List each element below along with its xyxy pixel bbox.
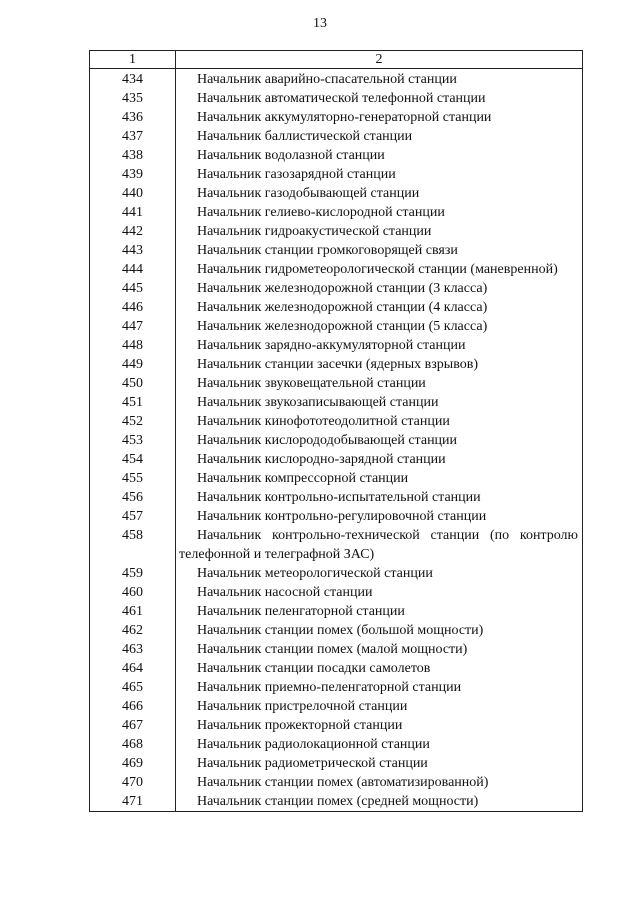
position-title: Начальник станции помех (автоматизированной) [176, 773, 583, 792]
position-title: Начальник аварийно-спасательной станции [176, 69, 583, 90]
row-number: 469 [90, 754, 176, 773]
position-title: Начальник зарядно-аккумуляторной станции [176, 336, 583, 355]
row-number: 465 [90, 678, 176, 697]
table-row [90, 336, 583, 355]
table-row [90, 241, 583, 260]
table-row [90, 659, 583, 678]
table-row [90, 450, 583, 469]
position-title: Начальник компрессорной станции [176, 469, 583, 488]
row-number: 448 [90, 336, 176, 355]
table-body [90, 69, 583, 812]
position-title: Начальник насосной станции [176, 583, 583, 602]
table-row [90, 754, 583, 773]
position-title: Начальник контрольно-технической станции (по контролю телефонной и телеграфной ЗАС) [176, 526, 583, 564]
position-title: Начальник кинофототеодолитной станции [176, 412, 583, 431]
row-number: 468 [90, 735, 176, 754]
row-number: 460 [90, 583, 176, 602]
position-title: Начальник станции посадки самолетов [176, 659, 583, 678]
row-number: 458 [90, 526, 176, 564]
position-title: Начальник железнодорожной станции (5 класса) [176, 317, 583, 336]
position-title: Начальник газодобывающей станции [176, 184, 583, 203]
table-row [90, 469, 583, 488]
position-title: Начальник звуковещательной станции [176, 374, 583, 393]
position-title: Начальник станции засечки (ядерных взрывов) [176, 355, 583, 374]
row-number: 466 [90, 697, 176, 716]
table-row [90, 374, 583, 393]
row-number: 442 [90, 222, 176, 241]
table-row [90, 203, 583, 222]
table-row [90, 488, 583, 507]
table-row [90, 735, 583, 754]
position-title: Начальник водолазной станции [176, 146, 583, 165]
position-title: Начальник прожекторной станции [176, 716, 583, 735]
table-row [90, 222, 583, 241]
table-row [90, 355, 583, 374]
table-row [90, 69, 583, 90]
position-title: Начальник гидрометеорологической станции (маневренной) [176, 260, 583, 279]
row-number: 446 [90, 298, 176, 317]
position-title: Начальник баллистической станции [176, 127, 583, 146]
table-row [90, 412, 583, 431]
position-title: Начальник радиолокационной станции [176, 735, 583, 754]
row-number: 438 [90, 146, 176, 165]
position-title: Начальник звукозаписывающей станции [176, 393, 583, 412]
row-number: 434 [90, 69, 176, 90]
table-row [90, 792, 583, 812]
table-header-row [90, 51, 583, 69]
table-row [90, 127, 583, 146]
position-title: Начальник пеленгаторной станции [176, 602, 583, 621]
row-number: 443 [90, 241, 176, 260]
table-row [90, 165, 583, 184]
row-number: 459 [90, 564, 176, 583]
row-number: 453 [90, 431, 176, 450]
positions-table [89, 50, 583, 812]
row-number: 449 [90, 355, 176, 374]
position-title: Начальник контрольно-испытательной станции [176, 488, 583, 507]
position-title: Начальник станции помех (малой мощности) [176, 640, 583, 659]
position-title: Начальник автоматической телефонной станции [176, 89, 583, 108]
row-number: 455 [90, 469, 176, 488]
table-row [90, 431, 583, 450]
position-title: Начальник гидроакустической станции [176, 222, 583, 241]
table-row [90, 108, 583, 127]
table-row [90, 716, 583, 735]
table-row [90, 526, 583, 564]
table-row [90, 260, 583, 279]
row-number: 447 [90, 317, 176, 336]
position-title: Начальник железнодорожной станции (3 класса) [176, 279, 583, 298]
column-header-number: 1 [90, 51, 176, 69]
row-number: 436 [90, 108, 176, 127]
table-row [90, 773, 583, 792]
row-number: 441 [90, 203, 176, 222]
table-row [90, 697, 583, 716]
table-row [90, 583, 583, 602]
position-title: Начальник станции помех (средней мощности) [176, 792, 583, 812]
position-title: Начальник гелиево-кислородной станции [176, 203, 583, 222]
table-row [90, 298, 583, 317]
table-row [90, 507, 583, 526]
row-number: 467 [90, 716, 176, 735]
row-number: 463 [90, 640, 176, 659]
row-number: 445 [90, 279, 176, 298]
row-number: 435 [90, 89, 176, 108]
table-row [90, 621, 583, 640]
row-number: 452 [90, 412, 176, 431]
position-title: Начальник железнодорожной станции (4 класса) [176, 298, 583, 317]
row-number: 454 [90, 450, 176, 469]
position-title: Начальник газозарядной станции [176, 165, 583, 184]
table-row [90, 678, 583, 697]
position-title: Начальник радиометрической станции [176, 754, 583, 773]
table-row [90, 146, 583, 165]
position-title: Начальник приемно-пеленгаторной станции [176, 678, 583, 697]
position-title: Начальник аккумуляторно-генераторной станции [176, 108, 583, 127]
position-title: Начальник пристрелочной станции [176, 697, 583, 716]
position-title: Начальник станции помех (большой мощности) [176, 621, 583, 640]
page-number: 13 [313, 16, 327, 31]
row-number: 437 [90, 127, 176, 146]
position-title: Начальник метеорологической станции [176, 564, 583, 583]
table-row [90, 279, 583, 298]
row-number: 471 [90, 792, 176, 812]
table-row [90, 317, 583, 336]
row-number: 457 [90, 507, 176, 526]
table-row [90, 640, 583, 659]
column-header-position: 2 [176, 51, 583, 69]
row-number: 456 [90, 488, 176, 507]
position-title: Начальник кислородно-зарядной станции [176, 450, 583, 469]
table-row [90, 602, 583, 621]
table-row [90, 89, 583, 108]
table-row [90, 393, 583, 412]
position-title: Начальник контрольно-регулировочной станции [176, 507, 583, 526]
row-number: 440 [90, 184, 176, 203]
row-number: 470 [90, 773, 176, 792]
position-title: Начальник станции громкоговорящей связи [176, 241, 583, 260]
row-number: 451 [90, 393, 176, 412]
row-number: 462 [90, 621, 176, 640]
row-number: 450 [90, 374, 176, 393]
table-row [90, 564, 583, 583]
row-number: 464 [90, 659, 176, 678]
row-number: 444 [90, 260, 176, 279]
row-number: 461 [90, 602, 176, 621]
table-row [90, 184, 583, 203]
position-title: Начальник кислорододобывающей станции [176, 431, 583, 450]
row-number: 439 [90, 165, 176, 184]
